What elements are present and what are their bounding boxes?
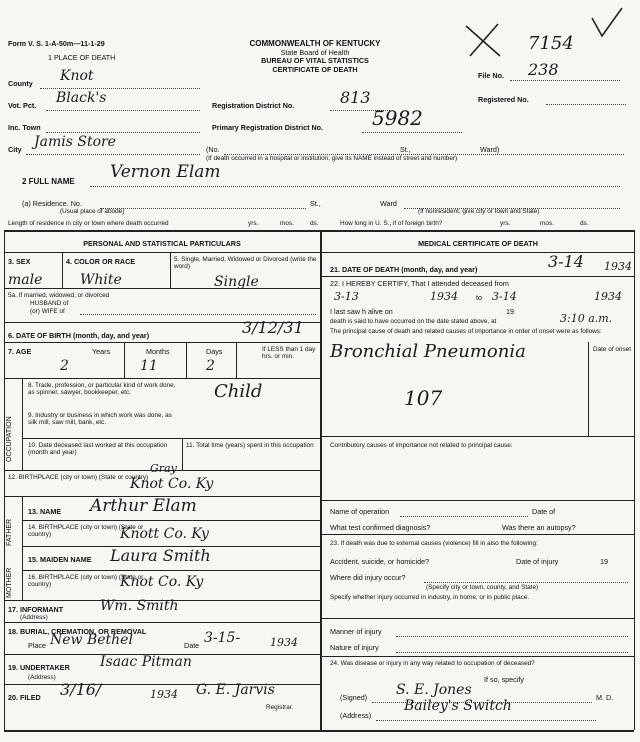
hospital-note: (If death occurred in a hospital or institution, give its NAME instead of street and number) xyxy=(206,155,458,162)
injury-year: 19 xyxy=(600,557,608,566)
mother-name-label: 15. MAIDEN NAME xyxy=(28,555,92,564)
autopsy-label: Was there an autopsy? xyxy=(502,523,576,532)
top-number: 7154 xyxy=(528,33,574,54)
mother-side-label: MOTHER xyxy=(6,567,13,598)
external-label: 23. If death was due to external causes (violence) fill in also the following: xyxy=(330,540,538,547)
manner-label: Manner of injury xyxy=(330,627,382,636)
how-long-mos: mos. xyxy=(540,220,554,227)
age-years-value: 2 xyxy=(60,358,69,374)
personal-section-title: PERSONAL AND STATISTICAL PARTICULARS xyxy=(83,239,241,248)
vot-pct-value: Black's xyxy=(56,90,107,106)
place-heading: 1 PLACE OF DEATH xyxy=(48,53,116,62)
nonresident-note: (If nonresident, give city or town and State) xyxy=(418,208,540,215)
medical-section-title: MEDICAL CERTIFICATE OF DEATH xyxy=(418,239,538,248)
residence-label: (a) Residence. No. xyxy=(22,199,82,208)
informant-value: Wm. Smith xyxy=(100,598,179,614)
attend-to: 3-14 xyxy=(492,290,517,303)
vot-pct-label: Vot. Pct. xyxy=(8,101,37,110)
usual-place: (Usual place of abode) xyxy=(60,208,125,215)
cause-code: 107 xyxy=(404,386,443,410)
mother-birth-label: 16. BIRTHPLACE (city or town) (State or country) xyxy=(28,574,144,588)
attend-to-year: 1934 xyxy=(594,290,622,303)
dob-label: 6. DATE OF BIRTH (month, day, and year) xyxy=(8,331,150,340)
trade-value: Child xyxy=(214,381,263,402)
length-yrs: yrs. xyxy=(248,220,259,227)
cause-value: Bronchial Pneumonia xyxy=(330,341,526,362)
birthplace-value: Knot Co. Ky xyxy=(130,476,214,492)
industry-label: 9. Industry or business in which work was done, as silk mill, saw mill, bank, etc. xyxy=(28,412,172,426)
registrar-label: Registrar. xyxy=(266,704,294,711)
operation-label: Name of operation xyxy=(330,507,390,516)
county-label: County xyxy=(8,79,33,88)
age-label: 7. AGE xyxy=(8,347,32,356)
dob-value: 3/12/31 xyxy=(242,318,304,337)
ward-label: Ward) xyxy=(480,145,500,154)
street-no-label: (No. xyxy=(206,145,220,154)
father-birth-label: 14. BIRTHPLACE (city or town) (State or country) xyxy=(28,524,144,538)
mother-birth-value: Knot Co. Ky xyxy=(120,574,204,590)
age-days-value: 2 xyxy=(206,358,215,374)
full-name-value: Vernon Elam xyxy=(110,162,221,182)
specify-industry: Specify whether injury occurred in industry, in home, or in public place. xyxy=(330,594,530,601)
marital-value: Single xyxy=(214,274,259,290)
signed-label: (Signed) xyxy=(340,693,368,702)
birthplace-label: 12. BIRTHPLACE (city or town) (State or country) xyxy=(8,474,149,481)
certify-label: 22. I HEREBY CERTIFY, That I attended deceased from xyxy=(330,279,509,288)
mother-name-value: Laura Smith xyxy=(110,546,211,565)
how-long-ds: ds. xyxy=(580,220,589,227)
age-years-label: Years xyxy=(92,347,111,356)
marital-label: 5. Single, Married, Widowed or Divorced (write the word) xyxy=(174,256,317,270)
city-value: Jamis Store xyxy=(34,134,116,150)
where-injury-label: Where did injury occur? xyxy=(330,573,406,582)
reg-district-value: 813 xyxy=(340,88,371,107)
x-mark-icon xyxy=(460,20,520,60)
sex-value: male xyxy=(8,272,43,288)
residence-ward: Ward xyxy=(380,199,397,208)
undertaker-address-label: (Address) xyxy=(28,674,56,681)
registrar-signature: G. E. Jarvis xyxy=(196,682,275,698)
length-mos: mos. xyxy=(280,220,294,227)
commonwealth-title: COMMONWEALTH OF KENTUCKY xyxy=(249,39,381,48)
date-death-year: 1934 xyxy=(604,260,632,273)
date-injury-label: Date of injury xyxy=(516,557,559,566)
undertaker-label: 19. UNDERTAKER xyxy=(8,663,70,672)
date-onset-label: Date of onset xyxy=(592,346,631,353)
filed-label: 20. FILED xyxy=(8,693,41,702)
spouse-label-3: (or) WIFE of xyxy=(30,308,65,315)
date-death-label: 21. DATE OF DEATH (month, day, and year) xyxy=(330,265,478,274)
disease-label: 24. Was disease or injury in any way related to occupation of deceased? xyxy=(330,660,535,667)
father-name-value: Arthur Elam xyxy=(90,496,197,516)
street-label: St., xyxy=(400,145,411,154)
attend-to-label: to xyxy=(476,293,482,302)
operation-date-label: Date of xyxy=(532,507,556,516)
certificate-title: CERTIFICATE OF DEATH xyxy=(272,65,358,74)
occupation-side-label: OCCUPATION xyxy=(6,416,13,462)
accident-label: Accident, suicide, or homicide? xyxy=(330,557,430,566)
registered-no-label: Registered No. xyxy=(478,95,529,104)
father-birth-value: Knott Co. Ky xyxy=(120,526,209,542)
attend-from: 3-13 xyxy=(334,290,359,303)
principal-cause-label: The principal cause of death and related causes of importance in order of onset were as follows: xyxy=(330,328,602,335)
date-death-value: 3-14 xyxy=(548,252,584,271)
color-value: White xyxy=(80,272,122,288)
if-so-label: If so, specify xyxy=(484,675,524,684)
residence-st: St., xyxy=(310,199,321,208)
how-long-us: How long in U. S., if of foreign birth? xyxy=(340,220,443,227)
sex-label: 3. SEX xyxy=(8,257,31,266)
age-days-label: Days xyxy=(206,347,223,356)
informant-address-label: (Address) xyxy=(20,614,48,621)
how-long-yrs: yrs. xyxy=(500,220,511,227)
father-side-label: FATHER xyxy=(6,518,13,546)
length-residence: Length of residence in city or town where death occurred xyxy=(8,220,169,227)
address-value: Bailey's Switch xyxy=(404,698,512,714)
file-no-value: 238 xyxy=(528,60,559,79)
burial-place-value: New Bethel xyxy=(50,632,133,648)
last-saw-year: 19 xyxy=(506,307,514,316)
filed-value: 3/16/ xyxy=(60,680,102,699)
form-id: Form V. S. 1-A-50m—11-1-29 xyxy=(8,39,105,48)
burial-date-label: Date xyxy=(184,641,200,650)
spouse-label-1: 5a. If married, widowed, or divorced xyxy=(8,292,110,299)
city-label: City xyxy=(8,145,22,154)
informant-label: 17. INFORMANT xyxy=(8,605,64,614)
primary-reg-label: Primary Registration District No. xyxy=(212,123,324,132)
burial-date-value: 3-15- xyxy=(204,630,241,646)
check-mark-icon xyxy=(588,6,628,46)
test-label: What test confirmed diagnosis? xyxy=(330,523,431,532)
date-last-label: 10. Date deceased last worked at this occupation (month and year) xyxy=(28,442,168,456)
contributory-label: Contributory causes of importance not related to principal cause: xyxy=(330,442,513,449)
trade-label: 8. Trade, profession, or particular kind of work done, as spinner, sawyer, bookkeeper, etc. xyxy=(28,382,176,396)
burial-place-label: Place xyxy=(28,641,46,650)
spouse-label-2: HUSBAND of xyxy=(30,300,69,307)
age-months-label: Months xyxy=(146,347,170,356)
full-name-label: 2 FULL NAME xyxy=(22,177,75,186)
inc-town-label: Inc. Town xyxy=(8,123,41,132)
less-than-label: If LESS than 1 day hrs. or min. xyxy=(262,346,316,360)
county-value: Knot xyxy=(60,68,94,84)
burial-label: 18. BURIAL, CREMATION, OR REMOVAL xyxy=(8,627,147,636)
last-saw-label: I last saw h alive on xyxy=(330,307,393,316)
nature-label: Nature of injury xyxy=(330,643,379,652)
attend-from-year: 1934 xyxy=(430,290,458,303)
bureau-title: BUREAU OF VITAL STATISTICS xyxy=(261,56,369,65)
address-label: (Address) xyxy=(340,711,372,720)
burial-year: 1934 xyxy=(270,636,298,649)
death-time: 3:10 a.m. xyxy=(560,312,613,325)
length-ds: ds. xyxy=(310,220,319,227)
death-said-label: death is said to have occurred on the date stated above, at xyxy=(330,318,497,325)
signed-value: S. E. Jones xyxy=(396,682,472,698)
primary-reg-value: 5982 xyxy=(372,106,423,130)
birthplace-note: Gray xyxy=(150,462,177,475)
md-label: M. D. xyxy=(596,693,614,702)
board-title: State Board of Health xyxy=(280,48,350,57)
reg-district-label: Registration District No. xyxy=(212,101,295,110)
color-label: 4. COLOR OR RACE xyxy=(66,257,136,266)
city-county-state: (Specify city or town, county, and State) xyxy=(426,584,539,591)
undertaker-value: Isaac Pitman xyxy=(100,654,192,670)
file-no-label: File No. xyxy=(478,71,504,80)
age-months-value: 11 xyxy=(140,358,158,374)
father-name-label: 13. NAME xyxy=(28,507,62,516)
total-time-label: 11. Total time (years) spent in this occupation xyxy=(186,442,314,449)
filed-year: 1934 xyxy=(150,688,178,701)
